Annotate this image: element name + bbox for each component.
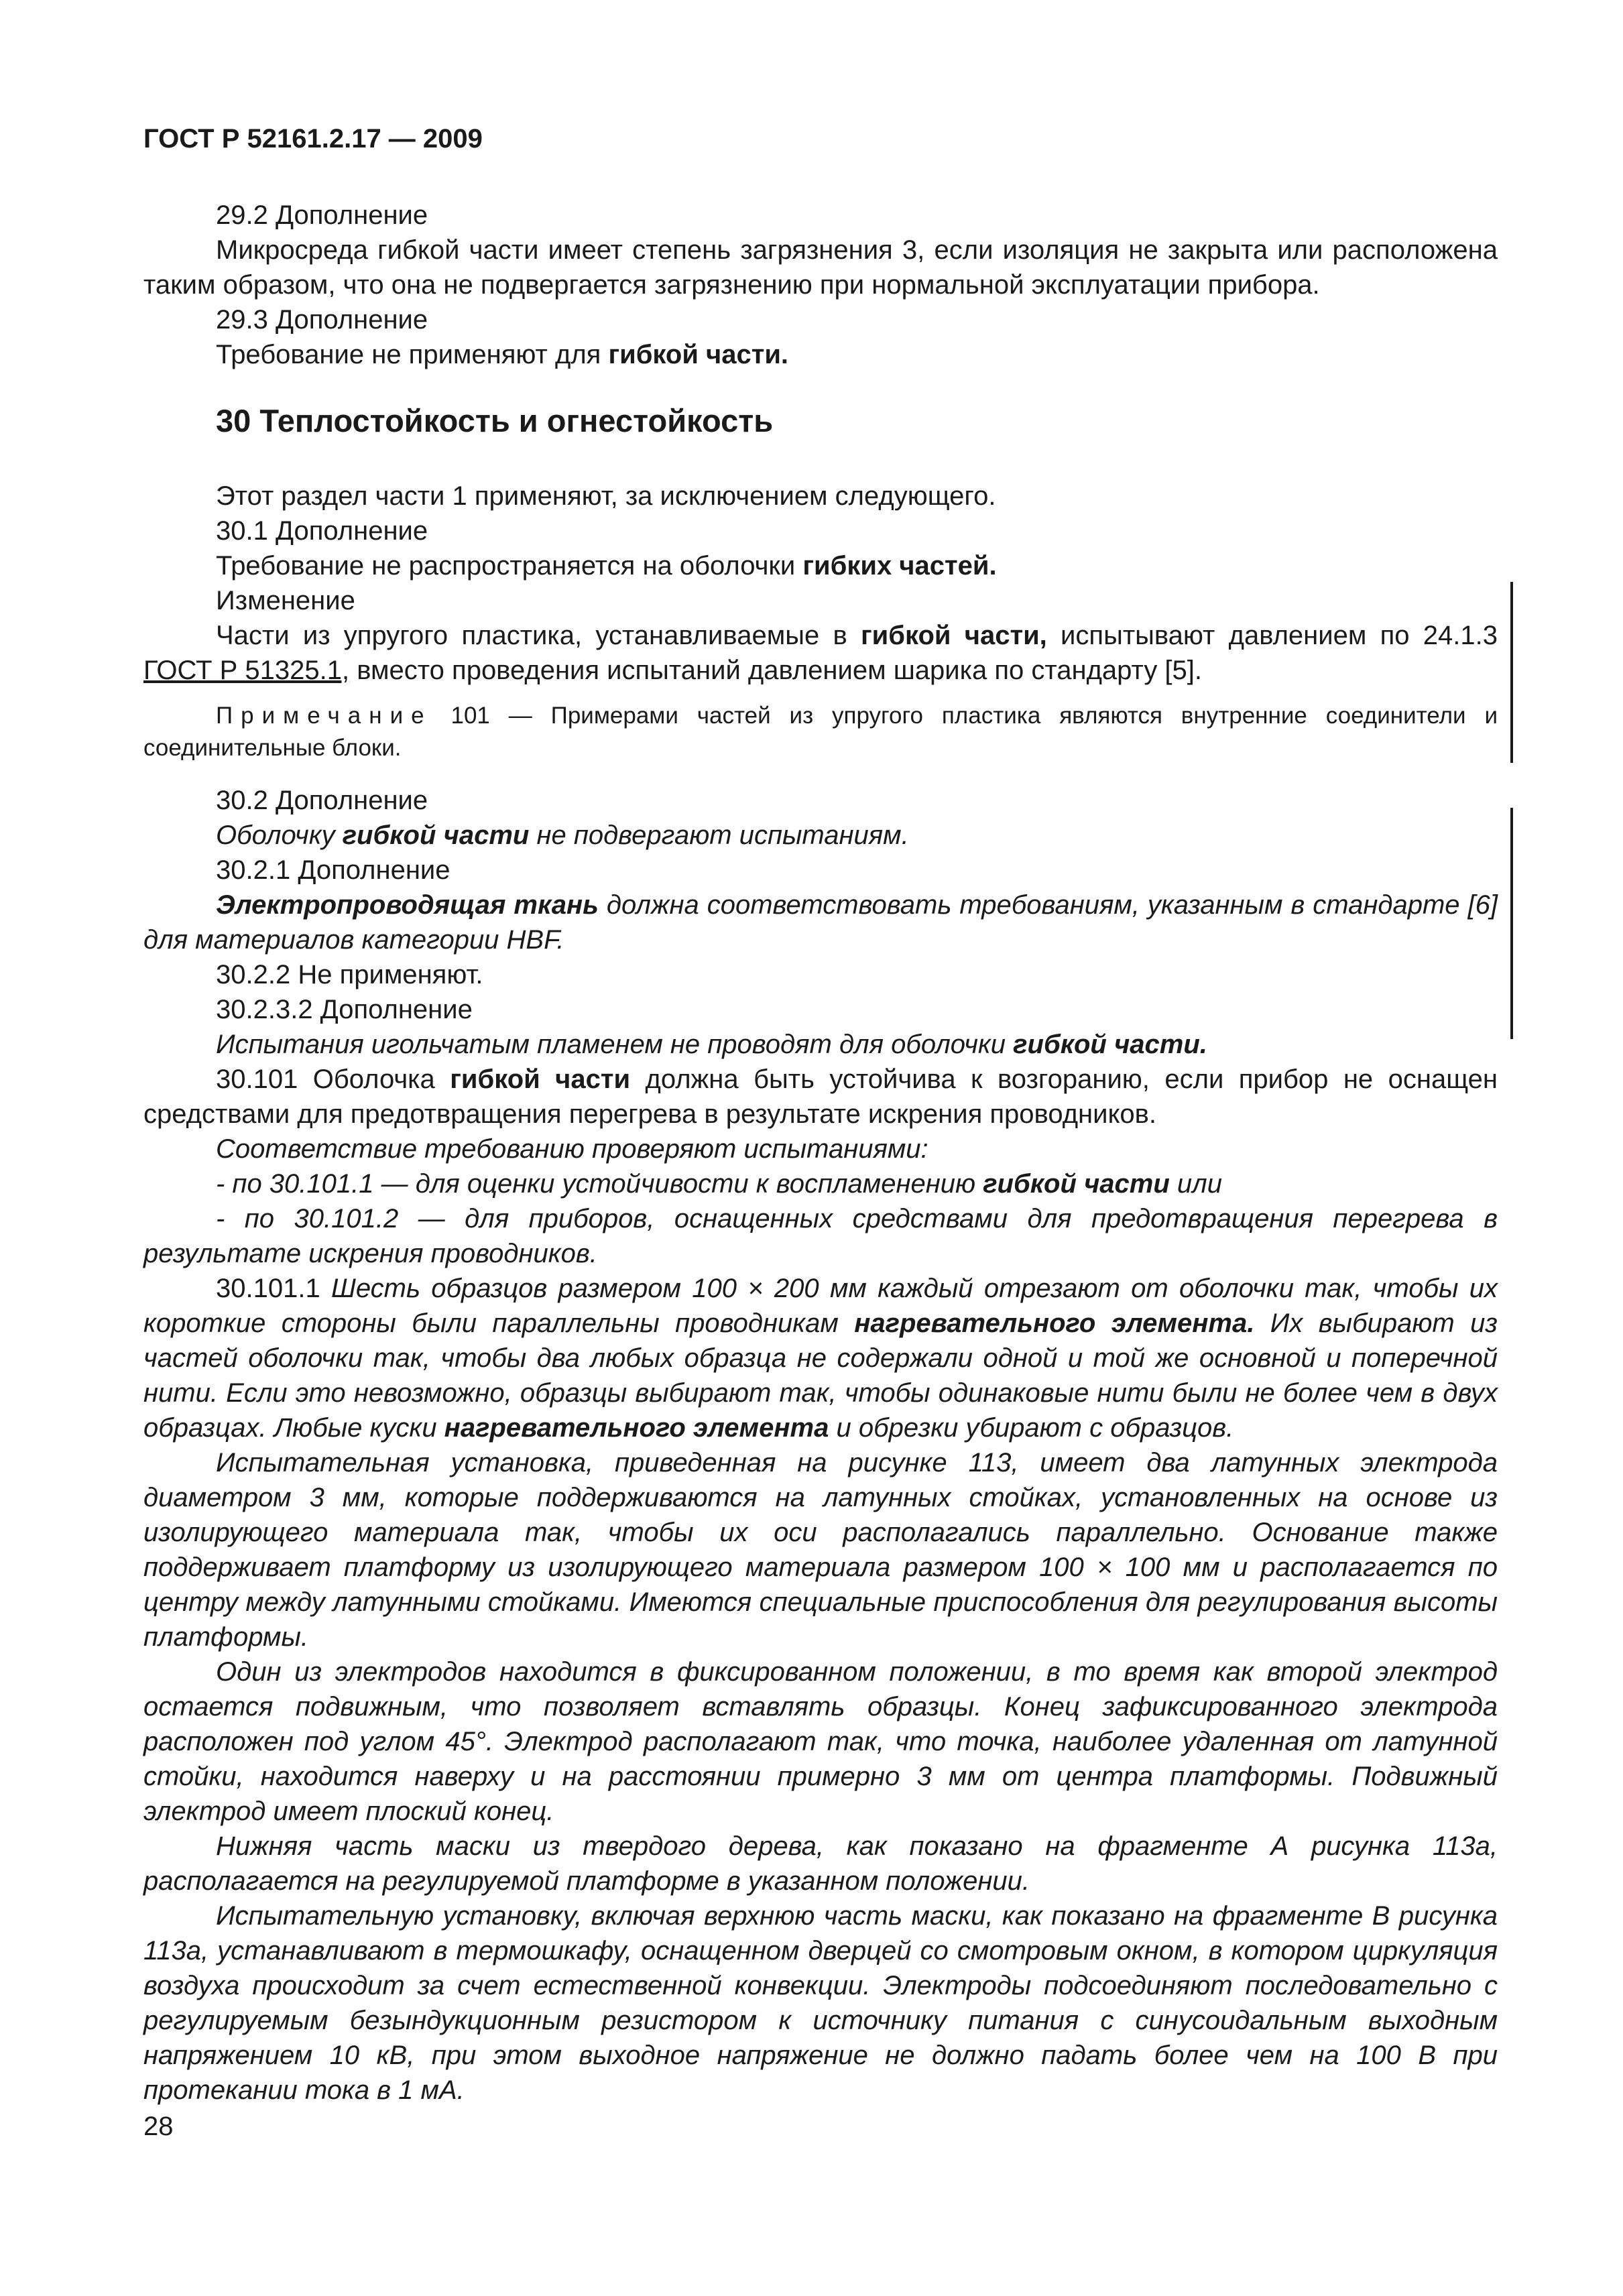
change-bar bbox=[1510, 808, 1513, 1039]
term-bold: гибкой части bbox=[342, 821, 530, 850]
document-body bbox=[143, 198, 1498, 2108]
compliance-check: Соответствие требованию проверяют испытаниями: bbox=[216, 1134, 928, 1164]
term-bold: гибкой части bbox=[450, 1065, 631, 1094]
text-run: - по 30.101.1 — для оценки устойчивости к воспламенению bbox=[216, 1169, 983, 1199]
text-run: или bbox=[1169, 1169, 1222, 1199]
clause-30-101 bbox=[143, 1062, 1498, 1132]
term-bold: гибкой части. bbox=[1013, 1030, 1207, 1059]
clause-30-2-1-title: 30.2.1 Дополнение bbox=[216, 855, 450, 885]
paragraph-test-setup: Испытательная установка, приведенная на рисунке 113, имеет два латунных электрода диаметром 3 мм, которые поддерживаются на латунных стойках, установленных на основе из изолирующего материала так, чтобы их оси располагались параллельно. Основание также поддерживает платформу из изолирующего материала размером 100 × 100 мм и располагается по центру между латунными стойками. Имеются специальные приспособления для регулирования высоты платформы. bbox=[143, 1448, 1498, 1652]
clause-30-2-3-2-text bbox=[143, 1027, 1498, 1062]
list-item: - по 30.101.2 — для приборов, оснащенных средствами для предотвращения перегрева в результате искрения проводников. bbox=[143, 1204, 1498, 1268]
section-30-heading: 30 Теплостойкость и огнестойкость bbox=[216, 403, 774, 438]
clause-30-2-1-text bbox=[143, 888, 1498, 957]
text-run: не подвергают испытаниям. bbox=[529, 821, 909, 850]
term-bold: Электропроводящая ткань bbox=[216, 890, 599, 920]
text-run: Части из упругого пластика, устанавливаемые в bbox=[216, 621, 861, 650]
term-bold: гибкой части. bbox=[608, 340, 789, 369]
clause-30-2-3-2-title: 30.2.3.2 Дополнение bbox=[216, 995, 473, 1024]
section-30-intro: Этот раздел части 1 применяют, за исключением следующего. bbox=[216, 481, 996, 511]
text-run: Требование не применяют для bbox=[216, 340, 609, 369]
term-bold: гибкой части bbox=[983, 1169, 1170, 1199]
text-run: должна быть устойчива к возгоранию, если прибор не оснащен средствами для предотвращения перегрева в результате искрения проводников. bbox=[143, 1065, 1498, 1129]
note-text: 101 — Примерами частей из упругого пластика являются внутренние соединители и соединительные блоки. bbox=[143, 703, 1498, 761]
note-101 bbox=[143, 700, 1498, 764]
paragraph-electrodes: Один из электродов находится в фиксированном положении, в то время как второй электрод остается подвижным, что позволяет вставлять образцы. Конец зафиксированного электрода расположен под углом 45°. Электрод располагают так, что точка, наиболее удаленная от латунной стойки, находится наверху и на расстоянии примерно 3 мм от центра платформы. Подвижный электрод имеет плоский конец. bbox=[143, 1657, 1498, 1826]
text-run: вместо проведения испытаний давлением шарика по стандарту [5]. bbox=[349, 656, 1203, 685]
change-bar bbox=[1510, 582, 1513, 763]
text-run: Шесть образцов размером 100 × 200 мм каждый отрезают от оболочки так, чтобы их короткие стороны были параллельны проводникам bbox=[143, 1274, 1498, 1338]
list-item bbox=[143, 1166, 1498, 1201]
clause-30-1-title: 30.1 Дополнение bbox=[216, 516, 428, 546]
document-header: ГОСТ Р 52161.2.17 — 2009 bbox=[143, 124, 483, 154]
paragraph-mask: Нижняя часть маски из твердого дерева, как показано на фрагменте А рисунка 113а, располагается на регулируемой платформе в указанном положении. bbox=[143, 1831, 1498, 1896]
paragraph-oven: Испытательную установку, включая верхнюю часть маски, как показано на фрагменте В рисунка 113а, устанавливают в термошкафу, оснащенном дверцей со смотровым окном, в котором циркуляция воздуха происходит за счет естественной конвекции. Электроды подсоединяют последовательно с регулируемым безындукционным резистором к источнику питания с синусоидальным выходным напряжением 10 кВ, при этом выходное напряжение не должно падать более чем на 100 В при протекании тока в 1 мА. bbox=[143, 1901, 1498, 2105]
text-run: Их выбирают из частей оболочки так, чтобы два любых образца не содержали одной и той же основной и поперечной нити. Если это невозможно, образцы выбирают так, чтобы одинаковые нити были не более чем в двух образцах. Любые куски bbox=[143, 1309, 1498, 1443]
text-run: должна соответствовать требованиям, указанным в стандарте [6] для материалов категории HBF. bbox=[143, 890, 1498, 955]
text-run: Испытания игольчатым пламенем не проводят для оболочки bbox=[216, 1030, 1014, 1059]
change-title: Изменение bbox=[216, 586, 355, 615]
clause-29-2-text: Микросреда гибкой части имеет степень загрязнения 3, если изоляция не закрыта или расположена таким образом, что она не подвергается загрязнению при нормальной эксплуатации прибора. bbox=[143, 235, 1498, 300]
clause-30-2-title: 30.2 Дополнение bbox=[216, 786, 428, 815]
clause-number: 30.101.1 bbox=[216, 1274, 332, 1303]
text-run: 30.101 Оболочка bbox=[216, 1065, 450, 1094]
text-run: Требование не распространяется на оболочки bbox=[216, 551, 803, 581]
clause-29-3-title: 29.3 Дополнение bbox=[216, 305, 428, 335]
note-label: Примечание bbox=[216, 703, 432, 729]
clause-29-3-text bbox=[143, 337, 1498, 372]
text-run: испытывают давлением по 24.1.3 bbox=[1046, 621, 1498, 650]
clause-30-2-2: 30.2.2 Не применяют. bbox=[216, 960, 483, 989]
term-bold: нагревательного элемента. bbox=[854, 1309, 1255, 1338]
term-bold: гибких частей. bbox=[802, 551, 997, 581]
text-run: и обрезки убирают с образцов. bbox=[829, 1413, 1234, 1443]
clause-30-101-1 bbox=[143, 1271, 1498, 1445]
term-bold: нагревательного элемента bbox=[444, 1413, 829, 1443]
clause-30-2-text bbox=[143, 818, 1498, 853]
change-text bbox=[143, 618, 1498, 688]
page-number: 28 bbox=[143, 2112, 174, 2141]
text-run: Оболочку bbox=[216, 821, 343, 850]
standard-link[interactable]: ГОСТ Р 51325.1, bbox=[143, 656, 350, 685]
term-bold: гибкой части, bbox=[861, 621, 1047, 650]
clause-30-1-text bbox=[143, 548, 1498, 583]
clause-29-2-title: 29.2 Дополнение bbox=[216, 200, 428, 230]
